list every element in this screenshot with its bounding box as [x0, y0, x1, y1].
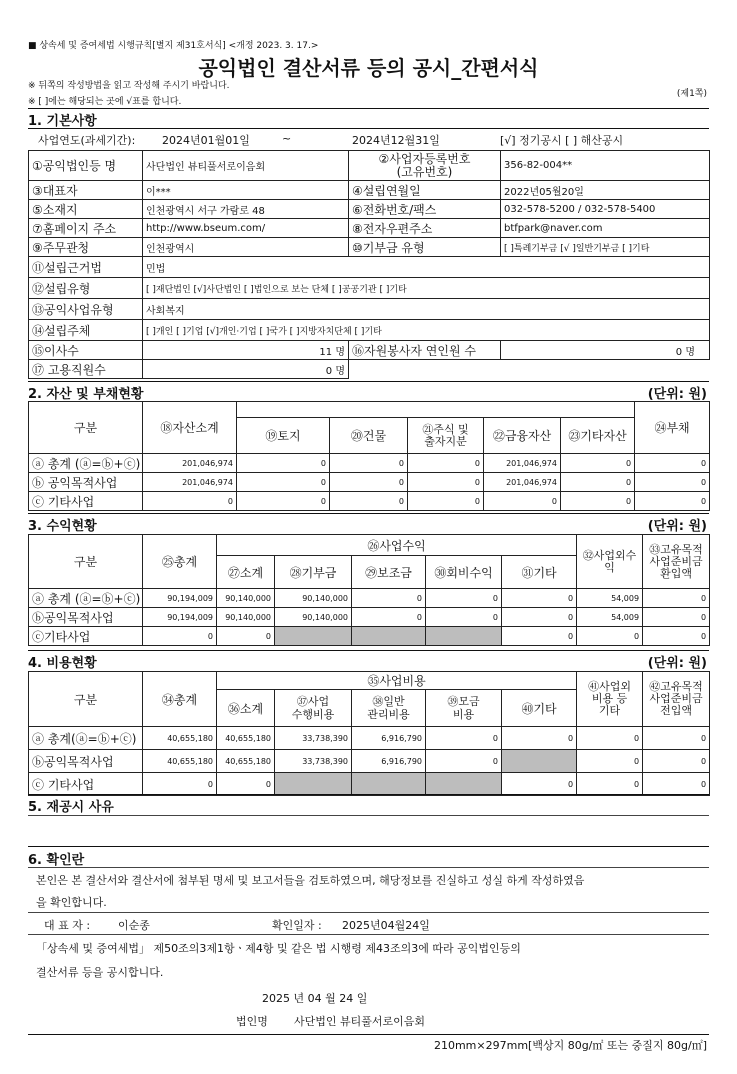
cell: 90,194,009 [143, 608, 217, 627]
paper-spec-footer: 210mm×297mm[백상지 80g/㎡ 또는 중질지 80g/㎡] [433, 1039, 707, 1052]
table-row [29, 727, 710, 750]
cell-shaded [275, 627, 352, 646]
org-name-value: 사단법인 뷰티풀서로이음회 [143, 151, 349, 181]
cell: 0 [143, 627, 217, 646]
cell: 0 [237, 492, 330, 511]
cell: 201,046,974 [143, 473, 237, 492]
cell: 0 [643, 727, 710, 750]
cell: 0 [561, 492, 635, 511]
org-name-label: ①공익법인등 명 [29, 151, 143, 181]
fiscal-year-end: 2024년12월31일 [352, 134, 440, 147]
employees-label: ⑰ 고용직원수 [29, 360, 143, 379]
founded-value: 2022년05월20일 [501, 181, 710, 200]
revenue-header-business: ㉖사업수익 [217, 535, 577, 556]
establish-type-label: ⑫설립유형 [29, 278, 143, 299]
revenue-header-category: 구분 [29, 535, 143, 589]
assets-header-other: ㉓기타자산 [561, 418, 635, 454]
cell: 0 [502, 589, 577, 608]
cell: 0 [502, 727, 577, 750]
cell-shaded [426, 627, 502, 646]
cell: 6,916,790 [352, 727, 426, 750]
cell: 0 [643, 608, 710, 627]
cell: 0 [408, 454, 484, 473]
disclosure-date: 2025 년 04 월 24 일 [262, 992, 368, 1005]
table-row [29, 492, 710, 511]
form-title: 공익법인 결산서류 등의 공시_간편서식 [198, 56, 539, 80]
cell: 0 [577, 627, 643, 646]
row-label: ⓒ 기타사업 [29, 773, 143, 796]
assets-header-building: ⑳건물 [330, 418, 408, 454]
revenue-header-other: ㉛기타 [502, 556, 577, 589]
cell: 0 [352, 608, 426, 627]
basis-law-label: ⑪설립근거법 [29, 257, 143, 278]
section-expense-unit: (단위: 원) [647, 656, 707, 671]
cell: 0 [217, 627, 275, 646]
cell: 0 [426, 589, 502, 608]
row-label: ⓑ공익목적사업 [29, 608, 143, 627]
section-assets-heading: 2. 자산 및 부채현황 [28, 387, 144, 402]
assets-header-stocks: ㉑주식 및 출자지분 [408, 418, 484, 454]
section-assets-unit: (단위: 원) [647, 387, 707, 402]
section-redisclosure-heading: 5. 재공시 사유 [28, 800, 114, 815]
employees-value: 0 명 [143, 360, 349, 379]
row-label: ⓑ 공익목적사업 [29, 473, 143, 492]
revenue-header-nonbiz: ㉜사업외수 익 [577, 535, 643, 589]
phone-value: 032-578-5200 / 032-578-5400 [501, 200, 710, 219]
expense-header-other: ㊵기타 [502, 690, 577, 727]
agency-value: 인천광역시 [143, 238, 349, 257]
cell: 33,738,390 [275, 727, 352, 750]
law-reference: ■ 상속세 및 증여세법 시행규칙[별지 제31호서식] <개정 2023. 3. 17.> [28, 41, 319, 51]
table-row [29, 773, 710, 796]
cell: 90,140,000 [275, 608, 352, 627]
checkbox-note: ※ [ ]에는 해당되는 곳에 √표를 합니다. [28, 97, 182, 107]
cell: 0 [143, 773, 217, 796]
fiscal-year-start: 2024년01월01일 [162, 134, 250, 147]
cell: 0 [577, 750, 643, 773]
page-number: (제1쪽) [676, 89, 707, 99]
cell: 201,046,974 [484, 454, 561, 473]
confirm-date-value: 2025년04월24일 [342, 919, 430, 932]
establish-type-value: [ ]재단법인 [√]사단법인 [ ]법인으로 보는 단체 [ ]공공기관 [ ]기타 [143, 278, 710, 299]
homepage-label: ⑦홈페이지 주소 [29, 219, 143, 238]
instruction-note: ※ 뒤쪽의 작성방법을 읽고 작성해 주시기 바랍니다. [28, 81, 230, 91]
basis-law-value: 민법 [143, 257, 710, 278]
legal-statement-line2: 결산서류 등을 공시합니다. [36, 966, 164, 979]
founded-label: ④설립연월일 [349, 181, 501, 200]
confirm-date-label: 확인일자 : [272, 919, 322, 932]
directors-value: 11 명 [143, 341, 349, 360]
expense-header-operation: ㊲사업 수행비용 [275, 690, 352, 727]
expense-header-total: ㉞총계 [143, 672, 217, 727]
expense-header-subtotal: ㊱소계 [217, 690, 275, 727]
cell: 0 [635, 473, 710, 492]
expense-header-business: ㉟사업비용 [217, 672, 577, 690]
section-revenue-heading: 3. 수익현황 [28, 519, 97, 534]
email-label: ⑧전자우편주소 [349, 219, 501, 238]
email-value: btfpark@naver.com [501, 219, 710, 238]
revenue-header-dues: ㉚회비수익 [426, 556, 502, 589]
assets-table [28, 401, 710, 511]
cell-shaded [352, 773, 426, 796]
section-confirm-heading: 6. 확인란 [28, 853, 85, 868]
cell: 0 [330, 454, 408, 473]
cell: 0 [352, 589, 426, 608]
cell: 0 [635, 492, 710, 511]
expense-header-reserve: ㊷고유목적 사업준비금 전입액 [643, 672, 710, 727]
revenue-header-reserve: ㉝고유목적 사업준비금 환입액 [643, 535, 710, 589]
table-row [29, 473, 710, 492]
legal-statement-line1: 「상속세 및 증여세법」 제50조의3제1항ㆍ제4항 및 같은 법 시행령 제43조의3에 따라 공익법인등의 [36, 942, 521, 955]
cell: 0 [643, 750, 710, 773]
cell: 201,046,974 [143, 454, 237, 473]
row-label: ⓒ기타사업 [29, 627, 143, 646]
assets-header-liabilities: ㉔부채 [635, 402, 710, 454]
cell: 0 [330, 473, 408, 492]
representative-label: 대 표 자 : [44, 919, 91, 932]
cell-shaded [426, 773, 502, 796]
cell: 0 [561, 454, 635, 473]
volunteers-value: 0 명 [501, 341, 710, 360]
expense-header-category: 구분 [29, 672, 143, 727]
address-label: ⑤소재지 [29, 200, 143, 219]
cell: 0 [426, 750, 502, 773]
basic-info-table [28, 150, 710, 379]
cell: 0 [426, 727, 502, 750]
agency-label: ⑨주무관청 [29, 238, 143, 257]
cell: 0 [643, 589, 710, 608]
rep-label: ③대표자 [29, 181, 143, 200]
section-expense-heading: 4. 비용현황 [28, 656, 97, 671]
table-row [29, 627, 710, 646]
table-row [29, 589, 710, 608]
cell-shaded [502, 750, 577, 773]
cell: 0 [502, 608, 577, 627]
cell: 54,009 [577, 608, 643, 627]
cell: 90,140,000 [217, 589, 275, 608]
cell: 0 [561, 473, 635, 492]
cell: 0 [643, 773, 710, 796]
cell: 33,738,390 [275, 750, 352, 773]
table-row [29, 454, 710, 473]
cell: 0 [643, 627, 710, 646]
cell: 201,046,974 [484, 473, 561, 492]
public-biz-type-label: ⑬공익사업유형 [29, 299, 143, 320]
row-label: ⓑ공익목적사업 [29, 750, 143, 773]
row-label: ⓒ 기타사업 [29, 492, 143, 511]
confirm-statement-line2: 을 확인합니다. [36, 896, 107, 909]
revenue-header-subsidy: ㉙보조금 [352, 556, 426, 589]
donation-type-label: ⑩기부금 유형 [349, 238, 501, 257]
table-row [29, 750, 710, 773]
directors-label: ⑮이사수 [29, 341, 143, 360]
cell: 40,655,180 [143, 750, 217, 773]
volunteers-label: ⑯자원봉사자 연인원 수 [349, 341, 501, 360]
cell: 0 [217, 773, 275, 796]
fiscal-year-label: 사업연도(과세기간): [38, 134, 136, 147]
expense-header-admin: ㊳일반 관리비용 [352, 690, 426, 727]
fiscal-year-tilde: ~ [282, 132, 292, 145]
assets-header-land: ⑲토지 [237, 418, 330, 454]
rep-value: 이*** [143, 181, 349, 200]
homepage-value: http://www.bseum.com/ [143, 219, 349, 238]
cell-shaded [352, 627, 426, 646]
row-label: ⓐ 총계 (ⓐ=ⓑ+ⓒ) [29, 454, 143, 473]
cell: 0 [408, 492, 484, 511]
founder-value: [ ]개인 [ ]기업 [√]개인·기업 [ ]국가 [ ]지방자치단체 [ ]기타 [143, 320, 710, 341]
bizno-label: ②사업자등록번호 (고유번호) [349, 151, 501, 181]
row-label: ⓐ 총계(ⓐ=ⓑ+ⓒ) [29, 727, 143, 750]
address-value: 인천광역시 서구 가람로 48 [143, 200, 349, 219]
section-revenue-unit: (단위: 원) [647, 519, 707, 534]
assets-header-category: 구분 [29, 402, 143, 454]
cell: 40,655,180 [217, 727, 275, 750]
cell: 0 [237, 454, 330, 473]
corporation-name: 사단법인 뷰티풀서로이음회 [294, 1015, 426, 1028]
row-label: ⓐ 총계 (ⓐ=ⓑ+ⓒ) [29, 589, 143, 608]
representative-name: 이순종 [118, 919, 150, 932]
revenue-header-subtotal: ㉗소계 [217, 556, 275, 589]
cell: 90,140,000 [217, 608, 275, 627]
cell: 6,916,790 [352, 750, 426, 773]
cell: 40,655,180 [217, 750, 275, 773]
corporation-label: 법인명 [236, 1015, 268, 1028]
cell: 0 [484, 492, 561, 511]
expense-header-fundraising: ㊴모금 비용 [426, 690, 502, 727]
assets-header-subtotal: ⑱자산소계 [143, 402, 237, 454]
section-basic-heading: 1. 기본사항 [28, 114, 97, 129]
public-biz-type-value: 사회복지 [143, 299, 710, 320]
revenue-header-donation: ㉘기부금 [275, 556, 352, 589]
cell: 0 [502, 773, 577, 796]
expense-table [28, 671, 710, 796]
revenue-table [28, 534, 710, 646]
donation-type-value: [ ]특례기부금 [√ ]일반기부금 [ ]기타 [501, 238, 710, 257]
revenue-header-total: ㉕총계 [143, 535, 217, 589]
cell: 0 [143, 492, 237, 511]
confirm-statement-line1: 본인은 본 결산서와 결산서에 첨부된 명세 및 보고서들을 검토하였으며, 해당정보를 진실하고 성실 하게 작성하였음 [36, 874, 585, 887]
bizno-value: 356-82-004** [501, 151, 710, 181]
cell: 0 [502, 627, 577, 646]
phone-label: ⑥전화번호/팩스 [349, 200, 501, 219]
cell: 0 [330, 492, 408, 511]
cell: 0 [577, 773, 643, 796]
cell: 0 [577, 727, 643, 750]
cell: 54,009 [577, 589, 643, 608]
cell-shaded [275, 773, 352, 796]
cell: 0 [237, 473, 330, 492]
disclosure-type: [√] 정기공시 [ ] 해산공시 [500, 134, 624, 147]
cell: 40,655,180 [143, 727, 217, 750]
assets-header-financial: ㉒금융자산 [484, 418, 561, 454]
cell: 0 [426, 608, 502, 627]
cell: 0 [635, 454, 710, 473]
table-row [29, 608, 710, 627]
cell: 0 [408, 473, 484, 492]
expense-header-nonbiz: ㊶사업외 비용 등 기타 [577, 672, 643, 727]
cell: 90,140,000 [275, 589, 352, 608]
founder-label: ⑭설립주체 [29, 320, 143, 341]
cell: 90,194,009 [143, 589, 217, 608]
